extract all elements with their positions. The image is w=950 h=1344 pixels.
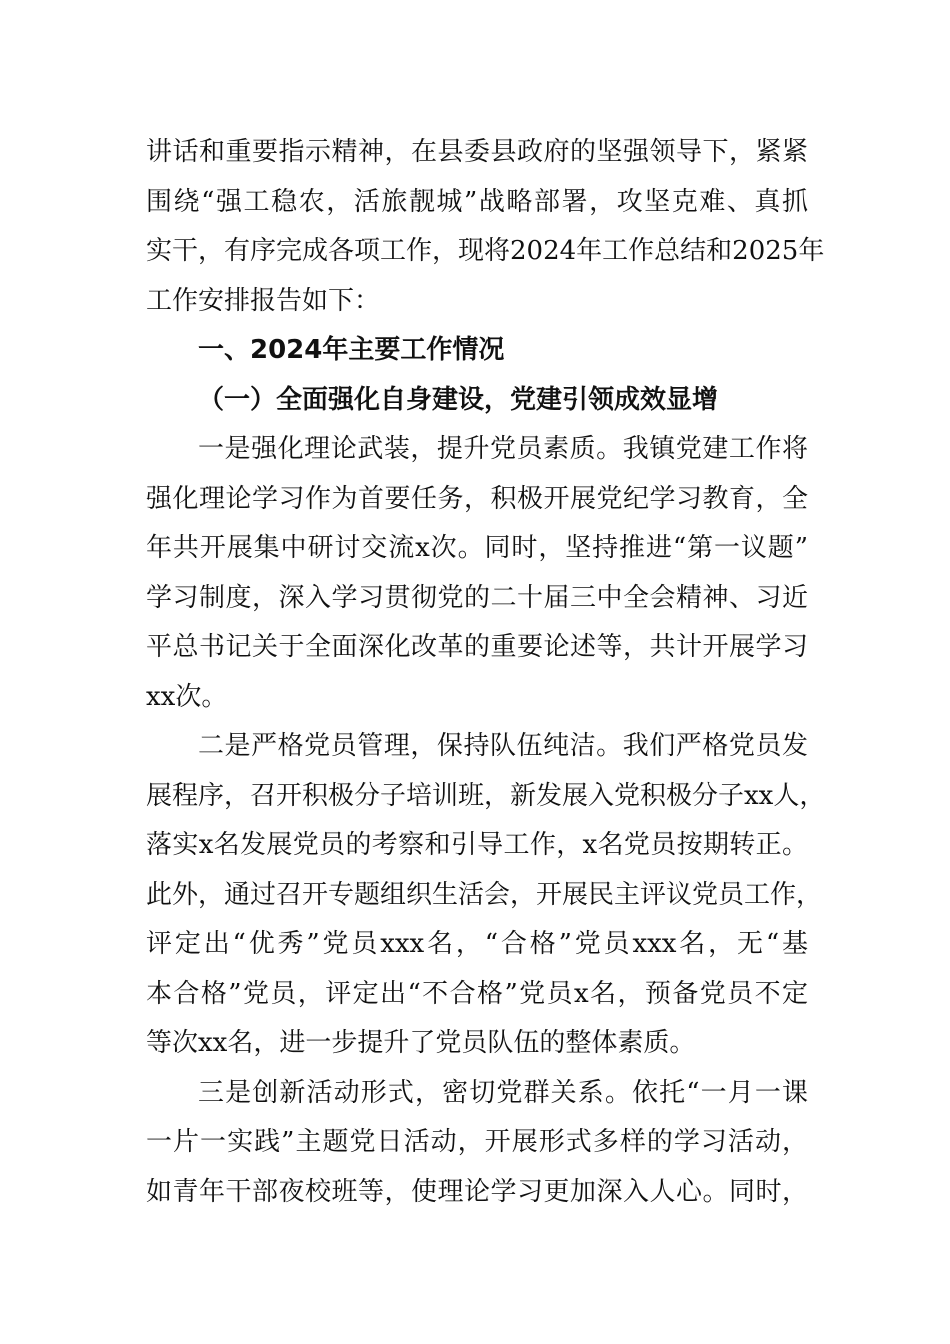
paragraph-theory-study <box>146 425 808 722</box>
text-line: 平总书记关于全面深化改革的重要论述等，共计开展学习 <box>146 632 808 662</box>
text-line: 一片一实践”主题党日活动，开展形式多样的学习活动， <box>146 1127 808 1157</box>
text-line: 工作安排报告如下： <box>146 285 381 316</box>
text-line: 强化理论学习作为首要任务，积极开展党纪学习教育，全 <box>146 483 808 514</box>
text-line: 学习制度，深入学习贯彻党的二十届三中全会精神、习近 <box>146 582 808 613</box>
paragraph-activity-innovation <box>146 1069 808 1218</box>
text-line: 此外，通过召开专题组织生活会，开展民主评议党员工作， <box>146 879 823 910</box>
text-line: 评定出“优秀”党员xxx名，“合格”党员xxx名，无“基 <box>146 929 808 959</box>
text-line: 本合格”党员，评定出“不合格”党员x名，预备党员不定 <box>146 978 808 1009</box>
text-line: 一是强化理论武装，提升党员素质。我镇党建工作将 <box>198 434 808 464</box>
subsection-heading: （一）全面强化自身建设，党建引领成效显增 <box>198 384 719 415</box>
text-line: 等次xx名，进一步提升了党员队伍的整体素质。 <box>146 1028 696 1058</box>
text-line: 讲话和重要指示精神，在县委县政府的坚强领导下，紧紧 <box>146 137 808 167</box>
paragraph-member-management <box>146 722 826 1069</box>
text-line: 如青年干部夜校班等，使理论学习更加深入人心。同时， <box>146 1176 808 1207</box>
section-heading: 一、2024年主要工作情况 <box>198 335 505 365</box>
text-line: 三是创新活动形式，密切党群关系。依托“一月一课 <box>198 1077 808 1108</box>
document-page <box>146 128 826 1217</box>
text-line: xx次。 <box>146 681 228 712</box>
text-line: 年共开展集中研讨交流x次。同时，坚持推进“第一议题” <box>146 533 808 563</box>
text-line: 展程序，召开积极分子培训班，新发展入党积极分子xx人， <box>146 780 826 811</box>
text-line: 二是严格党员管理，保持队伍纯洁。我们严格党员发 <box>198 731 808 761</box>
text-line: 实干，有序完成各项工作，现将2024年工作总结和2025年 <box>146 236 825 266</box>
text-line: 围绕“强工稳农，活旅靓城”战略部署，攻坚克难、真抓 <box>146 186 808 217</box>
text-line: 落实x名发展党员的考察和引导工作，x名党员按期转正。 <box>146 830 808 860</box>
intro-paragraph <box>146 128 825 326</box>
